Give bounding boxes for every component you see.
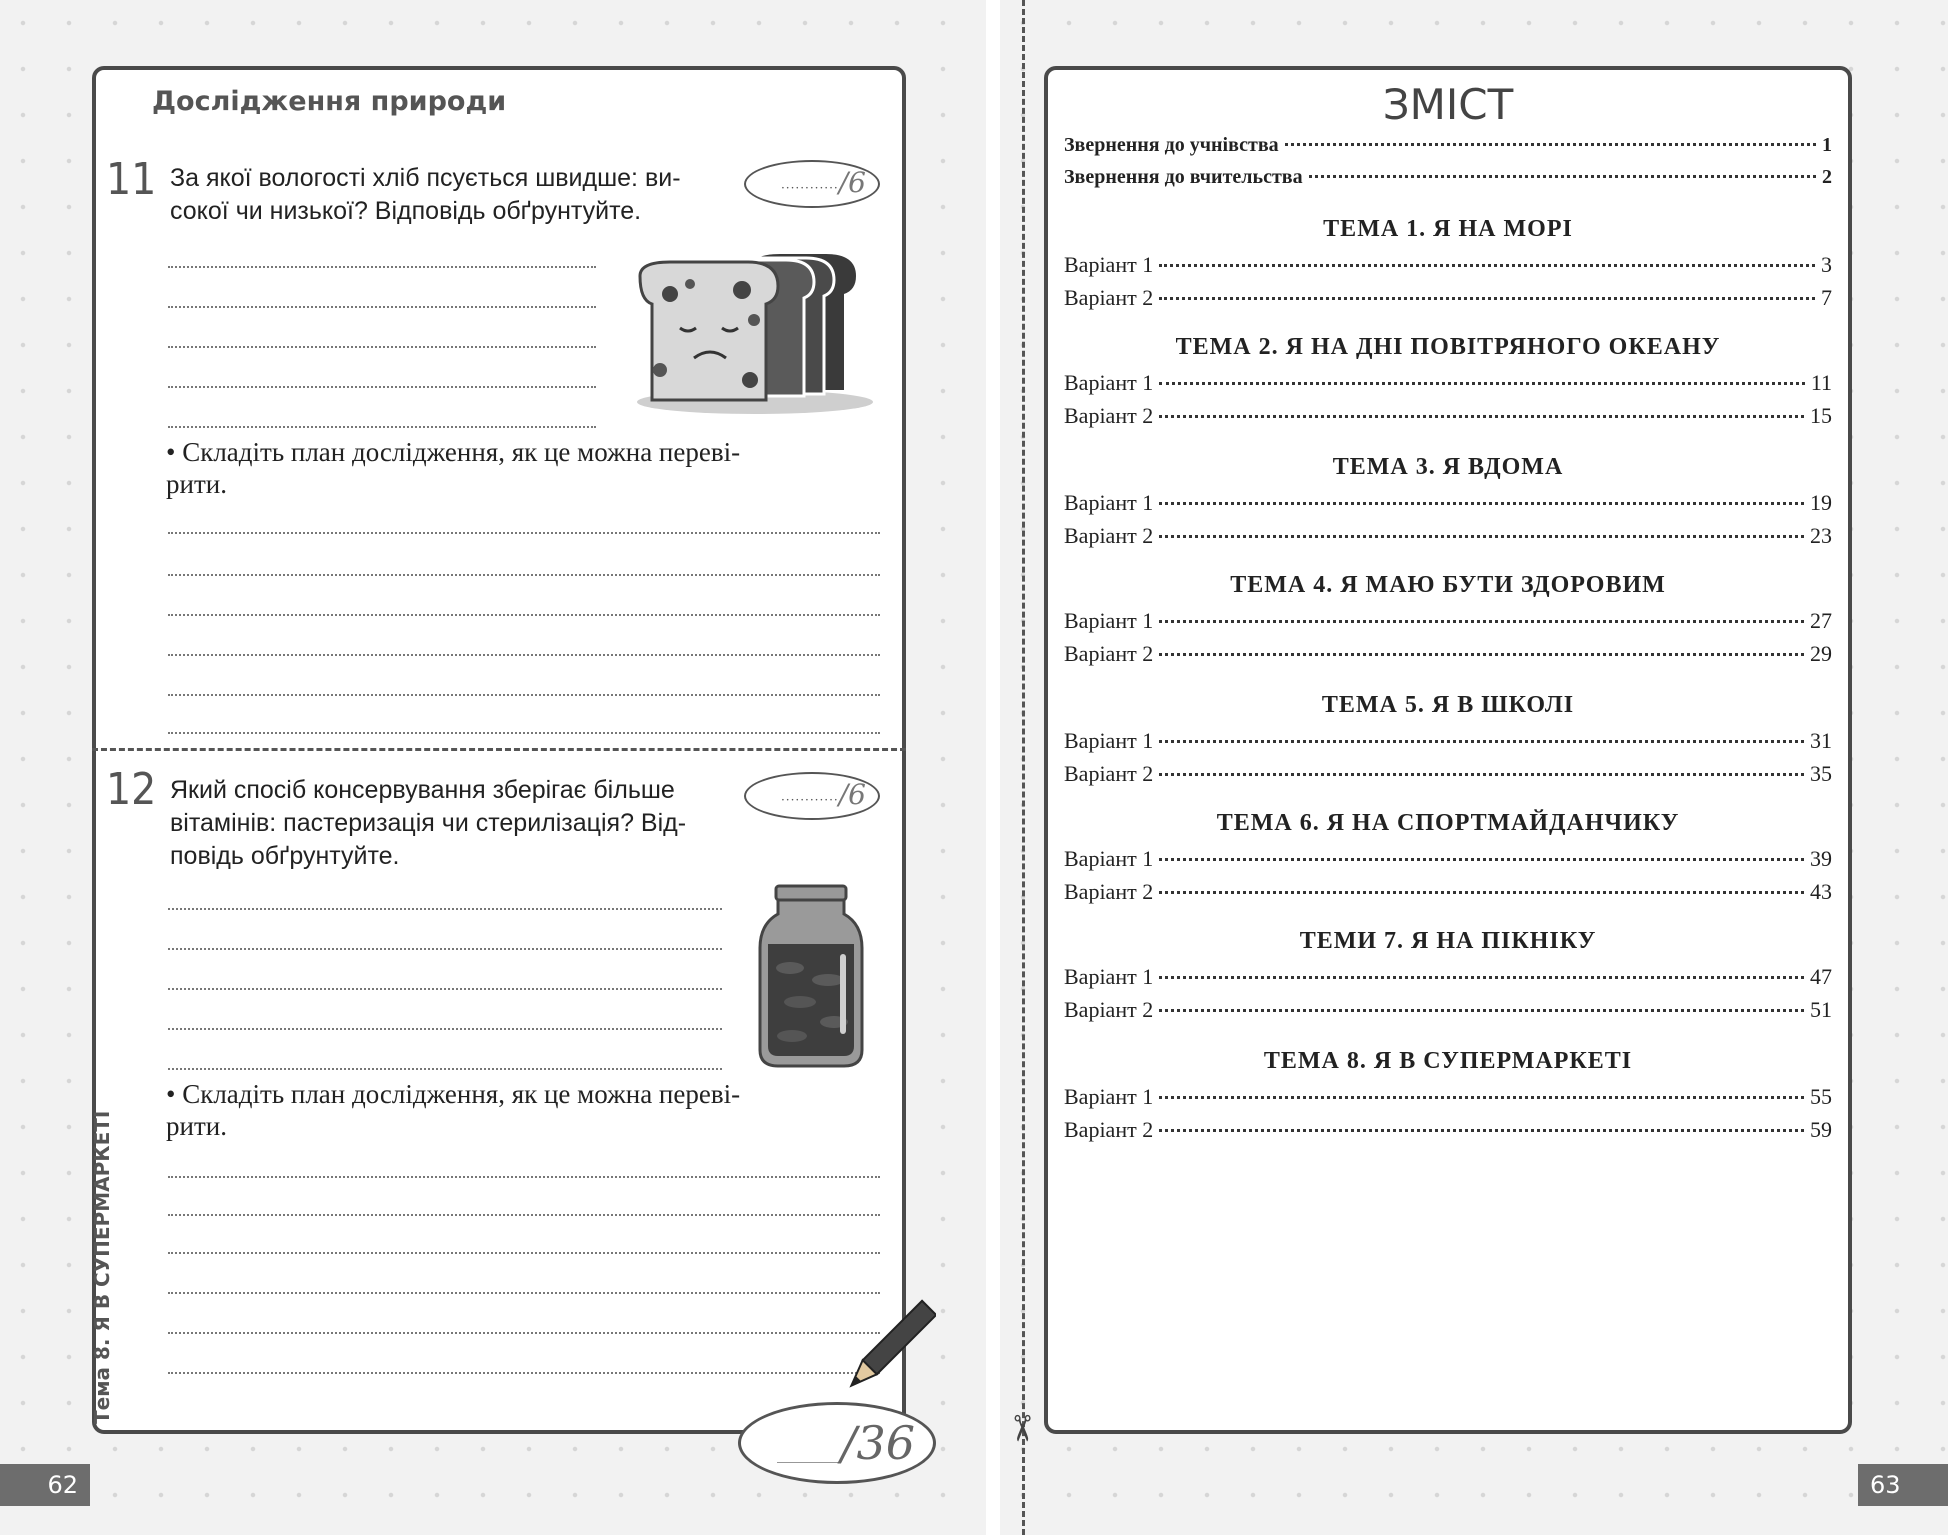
toc-page: 27	[1810, 608, 1832, 633]
answer-line[interactable]	[168, 346, 596, 348]
toc-section-heading: ТЕМИ 7. Я НА ПІКНІКУ	[1299, 928, 1597, 954]
dot-leader	[1285, 143, 1816, 146]
answer-line[interactable]	[168, 908, 722, 910]
answer-line[interactable]	[168, 532, 880, 534]
dot-leader	[1159, 264, 1815, 267]
dot-leader	[1159, 415, 1804, 418]
task-line-1: • Складіть план дослідження, як це можна переві-	[166, 1079, 741, 1109]
question-11-number: 11	[106, 154, 157, 205]
question-12-line-1: Який спосіб консервування зберігає більше	[170, 776, 675, 804]
toc-page: 39	[1810, 846, 1832, 871]
toc-section-heading: ТЕМА 6. Я НА СПОРТМАЙДАНЧИКУ	[1216, 810, 1680, 836]
dot-leader	[1159, 620, 1804, 623]
question-12-line-3: повідь обґрунтуйте.	[170, 842, 400, 870]
answer-line[interactable]	[168, 426, 596, 428]
toc-page: 11	[1810, 370, 1832, 395]
toc-page: 23	[1810, 523, 1832, 548]
page-gutter	[986, 0, 1000, 1535]
pencil-icon	[836, 1296, 936, 1406]
answer-line[interactable]	[168, 1292, 880, 1294]
toc-section-heading: ТЕМА 3. Я ВДОМА	[1332, 454, 1564, 480]
toc-section-heading: ТЕМА 8. Я В СУПЕРМАРКЕТІ	[1263, 1048, 1633, 1074]
toc-row[interactable]	[1064, 846, 1832, 872]
toc-page: 43	[1810, 879, 1832, 904]
toc-label: Варіант 1	[1064, 370, 1154, 395]
toc-label: Варіант 1	[1064, 608, 1154, 633]
toc-page: 3	[1821, 252, 1832, 277]
answer-line[interactable]	[168, 1176, 880, 1178]
toc-label: Варіант 2	[1064, 761, 1154, 786]
answer-line[interactable]	[168, 1332, 880, 1334]
toc-label: Варіант 1	[1064, 728, 1154, 753]
answer-line[interactable]	[168, 732, 880, 734]
dot-leader	[1159, 1096, 1804, 1099]
pickle-jar-illustration	[756, 884, 866, 1068]
dot-leader	[1159, 891, 1804, 894]
task-line-1: • Складіть план дослідження, як це можна переві-	[166, 437, 741, 467]
toc-page: 19	[1810, 490, 1832, 515]
question-11-text	[170, 162, 730, 228]
answer-line[interactable]	[168, 1028, 722, 1030]
contents-title: ЗМІСТ	[1382, 80, 1514, 129]
toc-label: Варіант 2	[1064, 285, 1154, 310]
answer-line[interactable]	[168, 654, 880, 656]
dot-leader	[1159, 653, 1804, 656]
toc-row[interactable]	[1064, 1084, 1832, 1110]
dot-leader	[1159, 535, 1804, 538]
toc-label: Варіант 2	[1064, 1117, 1154, 1142]
dot-leader	[1159, 773, 1804, 776]
dot-leader	[1309, 175, 1816, 178]
toc-label: Варіант 1	[1064, 252, 1154, 277]
toc-row[interactable]	[1064, 641, 1832, 667]
answer-line[interactable]	[168, 988, 722, 990]
toc-page: 59	[1810, 1117, 1832, 1142]
task-line-2: рити.	[166, 469, 227, 499]
moldy-bread-illustration	[630, 250, 880, 420]
toc-row[interactable]	[1064, 134, 1832, 157]
toc-page: 35	[1810, 761, 1832, 786]
toc-label: Варіант 1	[1064, 964, 1154, 989]
question-12-number: 12	[106, 764, 157, 815]
dot-leader	[1159, 976, 1804, 979]
answer-line[interactable]	[168, 266, 596, 268]
page-number-right: 63	[1858, 1464, 1948, 1506]
toc-row[interactable]	[1064, 285, 1832, 311]
dot-leader	[1159, 382, 1805, 385]
toc-section-heading: ТЕМА 2. Я НА ДНІ ПОВІТРЯНОГО ОКЕАНУ	[1175, 334, 1721, 360]
question-12-text	[170, 774, 730, 873]
toc-row[interactable]	[1064, 879, 1832, 905]
question-divider	[92, 748, 906, 751]
question-11-max-score: /6	[838, 166, 866, 199]
toc-page: 15	[1810, 403, 1832, 428]
toc-label: Варіант 1	[1064, 1084, 1154, 1109]
dot-leader	[1159, 502, 1804, 505]
toc-row[interactable]	[1064, 370, 1832, 396]
toc-page: 7	[1821, 285, 1832, 310]
dot-leader	[1159, 740, 1804, 743]
cut-line	[1022, 0, 1025, 1535]
toc-row[interactable]	[1064, 252, 1832, 278]
dot-leader	[1159, 1129, 1804, 1132]
toc-section-heading: ТЕМА 5. Я В ШКОЛІ	[1321, 692, 1575, 718]
answer-line[interactable]	[168, 1252, 880, 1254]
toc-label: Звернення до вчительства	[1064, 166, 1303, 188]
toc-page: 2	[1822, 166, 1832, 188]
answer-line[interactable]	[168, 386, 596, 388]
toc-page: 51	[1810, 997, 1832, 1022]
total-score[interactable]	[738, 1402, 936, 1484]
toc-row[interactable]	[1064, 490, 1832, 516]
toc-page: 31	[1810, 728, 1832, 753]
page-number-left: 62	[0, 1464, 90, 1506]
toc-section-heading: ТЕМА 1. Я НА МОРІ	[1323, 216, 1573, 242]
question-11-score[interactable]	[744, 160, 880, 208]
toc-label: Варіант 2	[1064, 523, 1154, 548]
dot-leader	[1159, 858, 1804, 861]
total-score-blank: ________	[776, 1444, 841, 1463]
toc-row[interactable]	[1064, 608, 1832, 634]
toc-section-heading: ТЕМА 4. Я МАЮ БУТИ ЗДОРОВИМ	[1230, 572, 1666, 598]
toc-label: Варіант 2	[1064, 879, 1154, 904]
toc-label: Варіант 2	[1064, 997, 1154, 1022]
answer-line[interactable]	[168, 1372, 880, 1374]
task-line-2: рити.	[166, 1111, 227, 1141]
toc-page: 29	[1810, 641, 1832, 666]
section-title: Дослідження природи	[152, 86, 507, 117]
toc-row[interactable]	[1064, 964, 1832, 990]
question-12-max-score: /6	[838, 778, 866, 811]
toc-label: Звернення до учнівства	[1064, 134, 1279, 156]
answer-line[interactable]	[168, 614, 880, 616]
scissors-icon: ✂	[1000, 1413, 1042, 1444]
toc-label: Варіант 1	[1064, 846, 1154, 871]
question-11-line-2: сокої чи низької? Відповідь обґрунтуйте.	[170, 197, 642, 225]
toc-label: Варіант 2	[1064, 641, 1154, 666]
toc-page: 47	[1810, 964, 1832, 989]
score-blank: ............	[780, 789, 839, 804]
answer-line[interactable]	[168, 574, 880, 576]
question-11-task	[166, 436, 884, 500]
toc-row[interactable]	[1064, 761, 1832, 787]
toc-label: Варіант 2	[1064, 403, 1154, 428]
toc-row[interactable]	[1064, 523, 1832, 549]
answer-line[interactable]	[168, 1214, 880, 1216]
toc-row[interactable]	[1064, 1117, 1832, 1143]
toc-row[interactable]	[1064, 403, 1832, 429]
question-11-line-1: За якої вологості хліб псується швидше: ви-	[170, 164, 681, 192]
total-max-score: /36	[840, 1416, 915, 1470]
toc-page: 55	[1810, 1084, 1832, 1109]
dot-leader	[1159, 1009, 1804, 1012]
toc-row[interactable]	[1064, 166, 1832, 189]
toc-row[interactable]	[1064, 997, 1832, 1023]
answer-line[interactable]	[168, 694, 880, 696]
answer-line[interactable]	[168, 306, 596, 308]
answer-line[interactable]	[168, 948, 722, 950]
toc-page: 1	[1822, 134, 1832, 156]
side-topic-label: Тема 8. Я В СУПЕРМАРКЕТІ	[90, 1110, 114, 1424]
toc-label: Варіант 1	[1064, 490, 1154, 515]
dot-leader	[1159, 297, 1815, 300]
toc-row[interactable]	[1064, 728, 1832, 754]
answer-line[interactable]	[168, 1068, 722, 1070]
question-12-line-2: вітамінів: пастеризація чи стерилізація? Від-	[170, 809, 687, 837]
score-blank: ............	[780, 177, 839, 192]
question-12-score[interactable]	[744, 772, 880, 820]
question-12-task	[166, 1078, 884, 1142]
